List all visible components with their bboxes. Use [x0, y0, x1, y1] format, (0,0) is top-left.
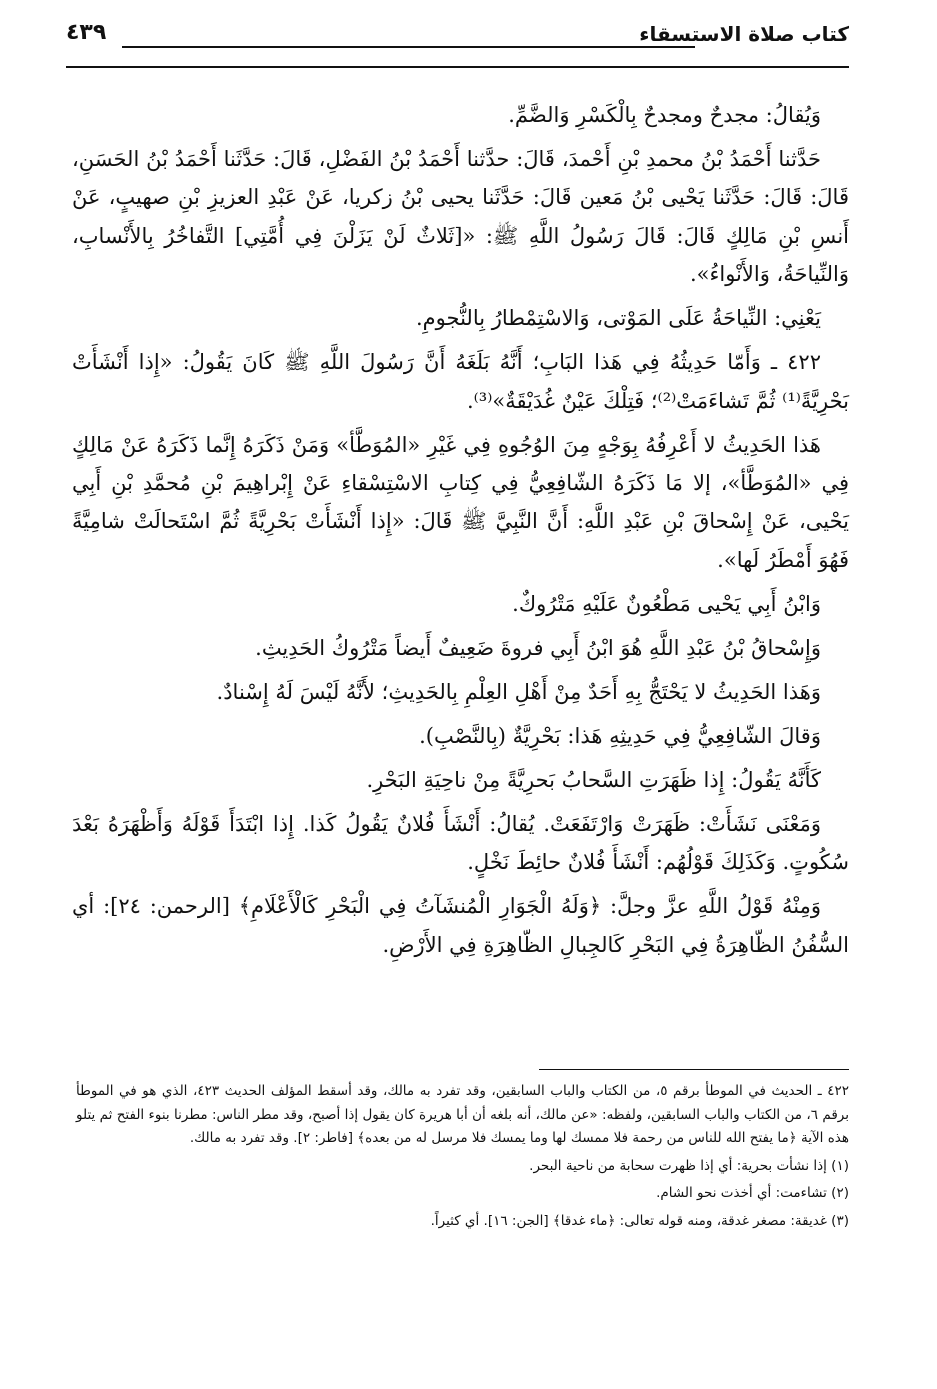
paragraph: هَذا الحَدِيثُ لا أَعْرِفُهُ بِوَجْهٍ مِنَ الوُجُوهِ فِي غَيْرِ «المُوَطَّأ» وَمَنْ ذَكَرَهُ إِنَّما ذَكَرَهُ عَنْ مَالِكٍ فِي «المُوَطَّأ»، إلا مَا ذَكَرَهُ الشّافِعِيُّ فِي كِتابِ الاسْتِسْقاءِ عَنْ إِبْراهِيمَ بْنِ مُحمَّدِ بْنِ أَبِي يَحْيى، عَنْ إِسْحاقَ بْنِ عَبْدِ اللَّهِ: أَنَّ النَّبِيَّ ﷺ قَالَ: «إِذا أَنْشَأَتْ بَحْرِيَّةً ثُمَّ اسْتَحالَتْ شامِيَّةً فَهُوَ أَمْطَرُ لَها».	[72, 432, 849, 572]
footnote-separator	[539, 1069, 849, 1070]
page-number: ٤٣٩	[66, 20, 107, 45]
footnote: (٢) تشاءمت: أي أخذت نحو الشام.	[656, 1185, 849, 1201]
paragraph: وَإِسْحاقُ بْنُ عَبْدِ اللَّهِ هُوَ ابْنُ أَبِي فروةَ ضَعِيفٌ أَيضاً مَتْرُوكُ الحَدِيثِ.	[255, 635, 821, 660]
paragraph: وَهَذا الحَدِيثُ لا يَحْتَجُّ بِهِ أَحَدٌ مِنْ أَهْلِ العِلْمِ بِالحَدِيثِ؛ لأَنَّهُ لَيْسَ لَهُ إِسْنادٌ.	[216, 679, 821, 704]
paragraph: وَيُقالُ: مجدحٌ ومجدحٌ بِالْكَسْرِ وَالضَّمِّ.	[508, 103, 821, 127]
footnote: (٣) غديقة: مصغر غدقة، ومنه قوله تعالى: ﴿ماء غدقا﴾ [الجن: ١٦]. أي كثيراً.	[430, 1212, 849, 1229]
running-title: كتاب صلاة الاستسقاء	[639, 22, 849, 46]
header-rule	[66, 66, 849, 68]
page-header	[66, 18, 849, 66]
paragraph: وَمِنْهُ قَوْلُ اللَّهِ عزَّ وجلَّ: ﴿وَلَهُ الْجَوَارِ الْمُنشَآتُ فِي الْبَحْرِ كَالْأَعْلَامِ﴾ [الرحمن: ٢٤]: أي السُّفُنُ الظّاهِرَةُ فِي البَحْرِ كَالجِبالِ الظّاهِرَةِ فِي الأَرْضِ.	[72, 894, 849, 957]
paragraph: كَأَنَّهُ يَقُولُ: إِذا ظَهَرَتِ السَّحابُ بَحرِيَّةً مِنْ ناحِيَةِ البَحْرِ.	[366, 767, 821, 792]
main-text	[72, 96, 849, 970]
footnotes	[76, 1080, 849, 1237]
paragraph: يَعْنِي: النِّياحَةُ عَلَى المَوْتى، وَالاسْتِمْطارُ بِالنُّجومِ.	[416, 306, 821, 331]
paragraph: وَابْنُ أَبِي يَحْيى مَطْعُونٌ عَلَيْهِ مَتْرُوكٌ.	[512, 591, 821, 616]
paragraph: وَمَعْنَى نَشَأَتْ: ظَهَرَتْ وَارْتَفَعَتْ. يُقالُ: أَنْشَأَ فُلانٌ يَقُولُ كَذا. إِذا ابْتَدَأَ قَوْلَهُ وَأَظْهَرَهُ بَعْدَ سُكُوتٍ. وَكَذَلِكَ قَوْلُهُم: أَنْشَأَ فُلانٌ حائِطَ نَخْلٍ.	[72, 811, 849, 875]
footnote: ٤٢٢ ـ الحديث في الموطأ برقم ٥، من الكتاب والباب السابقين، وقد تفرد به مالك، وقد أسقط المؤلف الحديث ٤٢٣، الذي هو في الموطأ برقم ٦، من الكتاب والباب السابقين، ولفظه: «عن مالك، أنه بلغه أن أبا هريرة كان يقول إذا أصبح، وقد مطر الناس: مطرنا بنوء الفتح ثم يتلو هذه الآية ﴿ما يفتح الله للناس من رحمة فلا ممسك لها وما يمسك فلا مرسل له من بعده﴾ [فاطر: ٢]. وقد تفرد به مالك.	[76, 1083, 849, 1146]
footnote: (١) إذا نشأت بحرية: أي إذا ظهرت سحابة من ناحية البحر.	[529, 1157, 849, 1174]
paragraph: وَقالَ الشّافِعِيُّ فِي حَدِيثِهِ هَذا: بَحْرِيَّةٌ (بِالنَّصْبِ).	[419, 723, 821, 748]
header-leader-line	[122, 46, 695, 48]
hadith-paragraph: ٤٢٢ ـ وَأَمّا حَدِيثُهُ فِي هَذا البَابِ؛ أَنَّهُ بَلَغَهُ أَنَّ رَسُولَ اللَّهِ ﷺ كَانَ يَقُولُ: «إِذا أَنْشَأَتْ بَحْرِيَّةً⁽¹⁾ ثُمَّ تَشاءَمَتْ⁽²⁾؛ فَتِلْكَ عَيْنٌ غُدَيْقَةٌ»⁽³⁾.	[72, 350, 849, 413]
paragraph: حَدَّثنا أَحْمَدُ بْنُ محمدِ بْنِ أَحْمدَ، قَالَ: حدَّثنا أَحْمَدُ بْنُ الفَضْلِ، قَالَ: حَدَّثَنا أَحْمَدُ بْنُ الحَسَنِ، قَالَ: قَالَ: حَدَّثَنا يَحْيى بْنُ مَعين قَالَ: حَدَّثَنا يحيى بْنُ زكريا، عَنْ عَبْدِ العزيزِ بْنِ صهيبٍ، عَنْ أَنسِ بْنِ مَالِكٍ قَالَ: قَالَ رَسُولُ اللَّهِ ﷺ: «[ثَلاثٌ لَنْ يَزَلْنَ فِي أُمَّتِي] التَّفاخُرُ بِالأَنْسابِ، وَالنِّياحَةُ، وَالأَنْواءُ».	[72, 147, 849, 287]
